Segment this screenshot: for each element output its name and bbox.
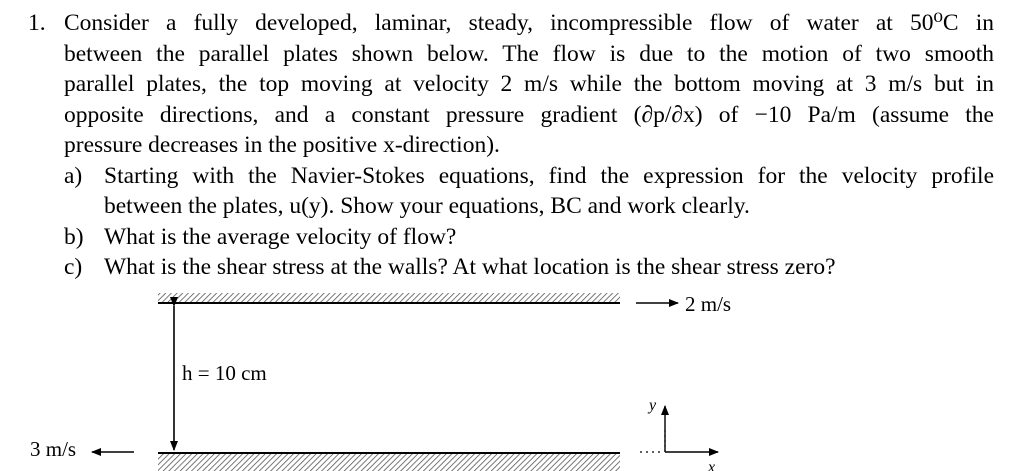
problem-text: pressure decreases in the positive x-direction). [64, 132, 500, 158]
y-axis-label: y [649, 397, 657, 414]
top-velocity-label: 2 m/s [685, 292, 732, 316]
gap-label: h = 10 cm [182, 361, 267, 385]
part-c-label: c) [64, 254, 83, 280]
part-b-label: b) [64, 223, 84, 250]
top-plate-hatching [158, 293, 620, 302]
part-c-text: What is the shear stress at the walls? At what location is the shear stress zero? [104, 254, 836, 280]
problem-number: 1. [28, 10, 46, 36]
x-axis-label: x [708, 459, 716, 471]
problem-text: opposite directions, and a constant pressure gradient (∂p/∂x) of −10 Pa/m (assume the [64, 101, 994, 128]
part-a-label: a) [64, 162, 83, 189]
bottom-plate-hatching [158, 454, 620, 471]
problem-text: Consider a fully developed, laminar, steady, incompressible flow of water at 50⁰C in [64, 10, 994, 36]
bottom-velocity-label: 3 m/s [30, 437, 77, 461]
part-b-text: What is the average velocity of flow? [104, 223, 457, 250]
part-a-text: Starting with the Navier-Stokes equations, find the expression for the velocity profile [104, 162, 994, 189]
problem-text: between the parallel plates shown below. The flow is due to the motion of two smooth [64, 40, 994, 67]
part-a-text: between the plates, u(y). Show your equations, BC and work clearly. [104, 193, 750, 219]
problem-text: parallel plates, the top moving at velocity 2 m/s while the bottom moving at 3 m/s but in [64, 71, 994, 97]
